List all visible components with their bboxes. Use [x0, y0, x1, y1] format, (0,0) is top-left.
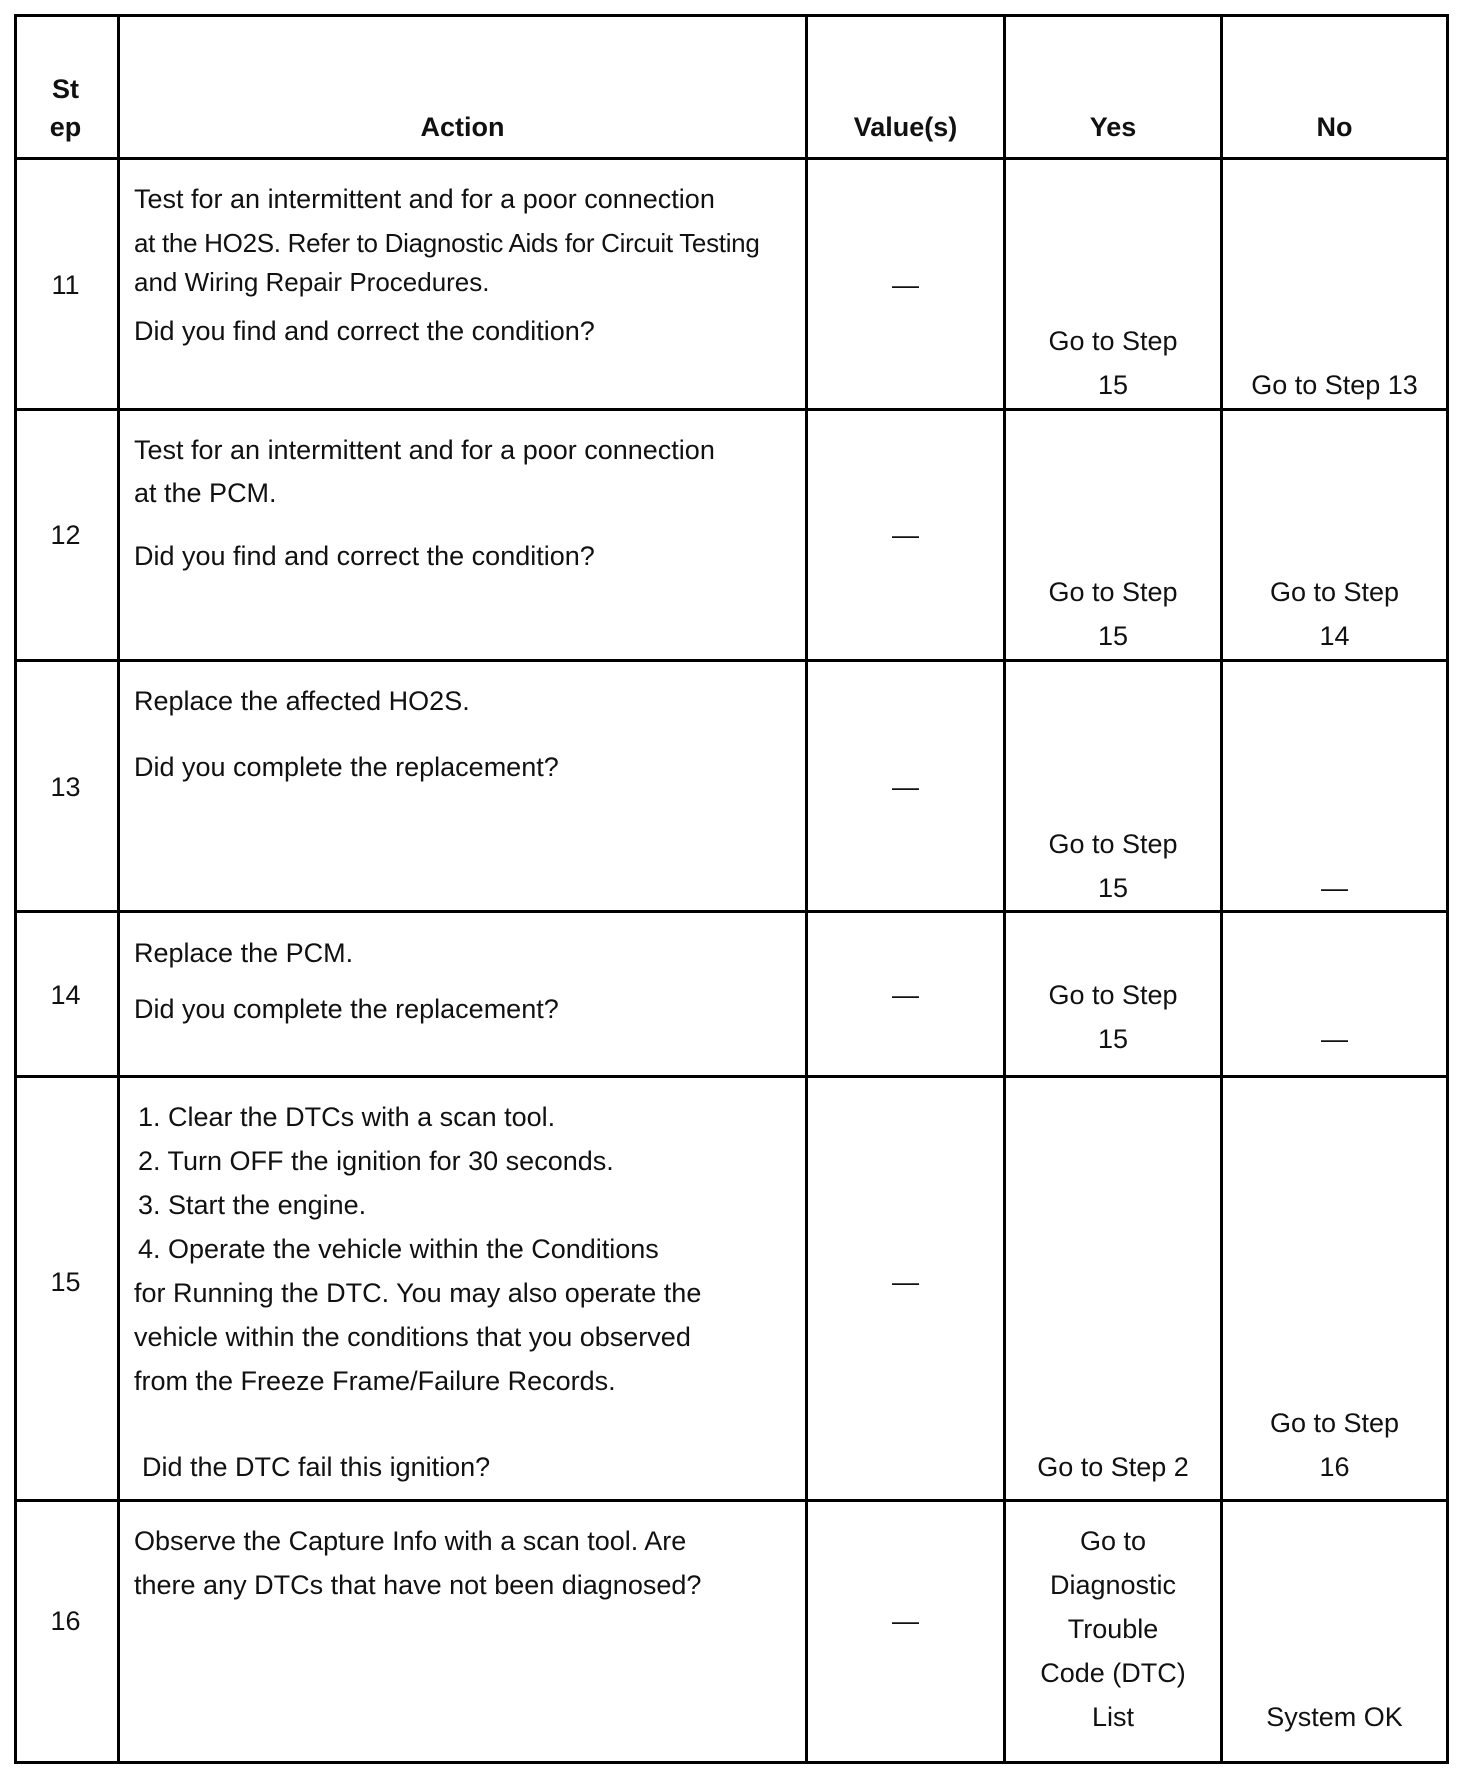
row-divider [14, 659, 1449, 662]
no-cell: Go to Step 13 [1251, 370, 1418, 400]
row-divider [14, 1499, 1449, 1502]
action-text: there any DTCs that have not been diagnosed? [134, 1570, 702, 1600]
yes-cell: Go to Step [1048, 980, 1178, 1010]
no-cell: 16 [1319, 1452, 1350, 1482]
row-divider [14, 910, 1449, 913]
value-cell: — [892, 1606, 919, 1636]
step-number: 16 [50, 1606, 81, 1636]
step-number: 11 [51, 270, 80, 300]
no-cell: Go to Step [1269, 577, 1400, 607]
action-text: Test for an intermittent and for a poor connection [134, 184, 715, 214]
action-text: at the HO2S. Refer to Diagnostic Aids for Circuit Testing [134, 228, 760, 258]
header-divider [14, 157, 1449, 160]
table-border-top [14, 14, 1449, 17]
yes-cell: Trouble [1067, 1614, 1159, 1644]
header-no: No [1316, 112, 1353, 142]
action-text: vehicle within the conditions that you observed [134, 1322, 691, 1352]
no-cell: Go to Step [1269, 1408, 1400, 1438]
yes-cell: List [1091, 1702, 1135, 1732]
table-border-right [1446, 14, 1449, 1764]
action-text: from the Freeze Frame/Failure Records. [134, 1366, 616, 1396]
diagnostic-table [14, 14, 1449, 1764]
yes-cell: Diagnostic [1049, 1570, 1177, 1600]
step-number: 13 [50, 772, 81, 802]
action-text: Replace the PCM. [134, 938, 354, 968]
row-divider [14, 408, 1449, 411]
action-text: Observe the Capture Info with a scan tool. Are [134, 1526, 687, 1556]
row-divider [14, 1075, 1449, 1078]
yes-cell: Go to Step [1048, 326, 1178, 356]
action-text: for Running the DTC. You may also operate the [134, 1278, 702, 1308]
header-action: Action [420, 112, 505, 142]
value-cell: — [892, 520, 919, 550]
header-step-line2: ep [49, 112, 82, 142]
value-cell: — [892, 1267, 919, 1297]
value-cell: — [892, 980, 919, 1010]
no-cell: — [1321, 873, 1348, 903]
yes-cell: Go to [1079, 1526, 1147, 1556]
step-number: 12 [50, 520, 81, 550]
action-text: at the PCM. [134, 478, 277, 508]
header-values: Value(s) [853, 112, 958, 142]
value-cell: — [892, 270, 919, 300]
yes-cell: 15 [1097, 370, 1129, 400]
no-cell: System OK [1266, 1702, 1403, 1732]
yes-cell: 15 [1097, 1024, 1129, 1054]
action-text: 3. Start the engine. [138, 1190, 367, 1220]
yes-cell: Code (DTC) [1040, 1658, 1186, 1688]
action-text: Did you find and correct the condition? [134, 316, 595, 346]
yes-cell: Go to Step 2 [1037, 1452, 1189, 1482]
yes-cell: Go to Step [1048, 829, 1178, 859]
column-divider [117, 14, 120, 1764]
step-number: 14 [50, 980, 81, 1010]
action-text: Did you complete the replacement? [134, 994, 559, 1024]
yes-cell: 15 [1097, 873, 1129, 903]
yes-cell: 15 [1097, 621, 1129, 651]
action-text: 2. Turn OFF the ignition for 30 seconds. [138, 1146, 614, 1176]
yes-cell: Go to Step [1048, 577, 1178, 607]
action-text: 4. Operate the vehicle within the Conditions [138, 1234, 659, 1264]
action-text: Test for an intermittent and for a poor connection [134, 435, 715, 465]
no-cell: 14 [1319, 621, 1350, 651]
action-text: Did you find and correct the condition? [134, 541, 595, 571]
action-text: and Wiring Repair Procedures. [134, 267, 490, 297]
action-text: Did you complete the replacement? [134, 752, 559, 782]
no-cell: — [1321, 1024, 1348, 1054]
step-number: 15 [50, 1267, 81, 1297]
header-yes: Yes [1089, 112, 1137, 142]
action-text: 1. Clear the DTCs with a scan tool. [138, 1102, 556, 1132]
value-cell: — [892, 772, 919, 802]
action-text: Replace the affected HO2S. [134, 686, 470, 716]
header-step-line1: St [52, 74, 79, 104]
action-text: Did the DTC fail this ignition? [142, 1452, 491, 1482]
table-border-bottom [14, 1761, 1449, 1764]
